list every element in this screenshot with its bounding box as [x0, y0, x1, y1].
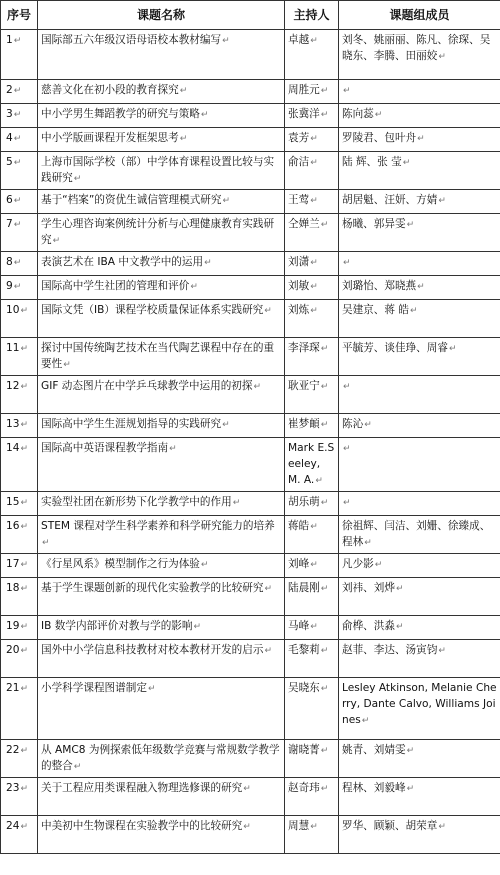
topic-title-text: IB 数学内部评价对教与学的影响 ↵: [41, 620, 201, 632]
member-names: [339, 30, 500, 80]
host-name: [285, 30, 339, 80]
table-row: [1, 152, 500, 190]
table-row: [1, 252, 500, 276]
host-name: [285, 128, 339, 152]
host-name-text: 耿亚宁 ↵: [288, 380, 328, 392]
member-names: [339, 516, 500, 554]
table-row: [1, 214, 500, 252]
table-row: [1, 376, 500, 414]
row-number: [1, 516, 38, 554]
topic-title-text: 基于学生课题创新的现代化实验教学的比较研究 ↵: [41, 582, 272, 594]
topic-title: [38, 616, 285, 640]
host-name: [285, 190, 339, 214]
row-number: [1, 152, 38, 190]
row-number-text: 5 ↵: [6, 156, 21, 168]
member-names: [339, 376, 500, 414]
host-name-text: 袁芳 ↵: [288, 132, 318, 144]
topic-title-text: 学生心理咨询案例统计分析与心理健康教育实践研究 ↵: [41, 218, 274, 246]
host-name: [285, 438, 339, 492]
topic-title: [38, 778, 285, 816]
topic-title-text: 表演艺术在 IBA 中文教学中的运用 ↵: [41, 256, 212, 268]
member-names-text: [342, 84, 351, 96]
table-row: [1, 80, 500, 104]
row-number-text: 17 ↵: [6, 558, 28, 570]
table-row: [1, 740, 500, 778]
host-name: [285, 338, 339, 376]
topic-title: [38, 492, 285, 516]
row-number: [1, 414, 38, 438]
member-names: [339, 414, 500, 438]
row-number: [1, 214, 38, 252]
member-names-text: 平毓芳、谈佳琤、周睿 ↵: [342, 342, 456, 354]
row-number: [1, 128, 38, 152]
table-row: [1, 778, 500, 816]
topic-title-text: 探讨中国传统陶艺技术在当代陶艺课程中存在的重要性 ↵: [41, 342, 274, 370]
topic-title: [38, 338, 285, 376]
member-names-text: 罗陵君、包叶舟 ↵: [342, 132, 425, 144]
host-name-text: 刘敏 ↵: [288, 280, 318, 292]
member-names: [339, 80, 500, 104]
table-row: [1, 338, 500, 376]
table-row: [1, 516, 500, 554]
table-row: [1, 276, 500, 300]
topic-title-text: 国际高中学生生涯规划指导的实践研究 ↵: [41, 418, 230, 430]
topic-title: [38, 414, 285, 438]
member-names-text: [342, 380, 351, 392]
host-name: [285, 778, 339, 816]
topic-title-text: 从 AMC8 为例探索低年级数学竞赛与常规数学教学的整合 ↵: [41, 744, 280, 772]
host-name: [285, 276, 339, 300]
host-name: [285, 640, 339, 678]
host-name: [285, 252, 339, 276]
topic-title-text: 中小学版画课程开发框架思考 ↵: [41, 132, 187, 144]
row-number-text: 19 ↵: [6, 620, 28, 632]
host-name: [285, 152, 339, 190]
row-number-text: 7 ↵: [6, 218, 21, 230]
row-number-text: 1 ↵: [6, 34, 21, 46]
topic-title: [38, 516, 285, 554]
row-number: [1, 276, 38, 300]
host-name: [285, 376, 339, 414]
host-name-text: Mark E.Seeley, M. A. ↵: [288, 442, 334, 486]
member-names: [339, 152, 500, 190]
topic-title: [38, 554, 285, 578]
host-name: [285, 80, 339, 104]
topic-title-text: 中小学男生舞蹈教学的研究与策略 ↵: [41, 108, 208, 120]
topic-title: [38, 252, 285, 276]
host-name: [285, 578, 339, 616]
member-names-text: 刘祎、刘烨 ↵: [342, 582, 404, 594]
host-name-text: 陆晨刚 ↵: [288, 582, 328, 594]
host-name-text: 马峰 ↵: [288, 620, 318, 632]
table-row: [1, 640, 500, 678]
host-name: [285, 678, 339, 740]
member-names-text: 杨曦、郭异雯 ↵: [342, 218, 414, 230]
row-number-text: 10 ↵: [6, 304, 28, 316]
host-name-text: 毛黎莉 ↵: [288, 644, 328, 656]
host-name: [285, 616, 339, 640]
topic-title: [38, 104, 285, 128]
host-name-text: 刘炼 ↵: [288, 304, 318, 316]
row-number-text: 9 ↵: [6, 280, 21, 292]
row-number: [1, 578, 38, 616]
host-name-text: 周慧 ↵: [288, 820, 318, 832]
row-number-text: 8 ↵: [6, 256, 21, 268]
host-name: [285, 816, 339, 854]
member-names-text: 俞桦、洪淼 ↵: [342, 620, 404, 632]
row-number: [1, 80, 38, 104]
header-host: 主持人: [285, 1, 339, 30]
topic-title: [38, 740, 285, 778]
row-number-text: 12 ↵: [6, 380, 28, 392]
member-names-text: 胡居魁、汪妍、方婧 ↵: [342, 194, 446, 206]
row-number: [1, 740, 38, 778]
member-names-text: [342, 256, 351, 268]
host-name-text: 胡乐萌 ↵: [288, 496, 328, 508]
topic-title-text: 国际高中英语课程教学指南 ↵: [41, 442, 177, 454]
host-name-text: 刘潇 ↵: [288, 256, 318, 268]
member-names: [339, 640, 500, 678]
host-name-text: 周胜元 ↵: [288, 84, 328, 96]
row-number-text: 4 ↵: [6, 132, 21, 144]
member-names: [339, 554, 500, 578]
table-row: [1, 438, 500, 492]
member-names-text: 吴建京、蒋 皓 ↵: [342, 304, 417, 316]
topic-title-text: 《行星风系》模型制作之行为体验 ↵: [41, 558, 208, 570]
host-name: [285, 554, 339, 578]
member-names: [339, 740, 500, 778]
table-row: [1, 578, 500, 616]
table-row: [1, 816, 500, 854]
topic-title-text: 中美初中生物课程在实验教学中的比较研究 ↵: [41, 820, 251, 832]
row-number-text: 2 ↵: [6, 84, 21, 96]
member-names-text: [342, 442, 351, 454]
member-names: [339, 214, 500, 252]
table-row: [1, 492, 500, 516]
row-number: [1, 338, 38, 376]
topic-title-text: 基于“档案”的资优生诚信管理模式研究 ↵: [41, 194, 230, 206]
row-number: [1, 816, 38, 854]
host-name-text: 吴晓东 ↵: [288, 682, 328, 694]
row-number: [1, 778, 38, 816]
host-name-text: 蒋皓 ↵: [288, 520, 318, 532]
topic-title-text: 慈善文化在初小段的教育探究 ↵: [41, 84, 187, 96]
topic-title: [38, 678, 285, 740]
row-number-text: 18 ↵: [6, 582, 28, 594]
topic-title: [38, 376, 285, 414]
row-number: [1, 554, 38, 578]
host-name: [285, 516, 339, 554]
row-number-text: 22 ↵: [6, 744, 28, 756]
topic-title: [38, 214, 285, 252]
row-number-text: 24 ↵: [6, 820, 28, 832]
row-number-text: 16 ↵: [6, 520, 28, 532]
topic-title: [38, 30, 285, 80]
member-names: [339, 778, 500, 816]
host-name: [285, 214, 339, 252]
host-name-text: 崔梦頔 ↵: [288, 418, 328, 430]
topic-title: [38, 190, 285, 214]
table-body: [1, 30, 500, 854]
table-row: [1, 104, 500, 128]
member-names: [339, 338, 500, 376]
topic-title: [38, 640, 285, 678]
member-names: [339, 678, 500, 740]
member-names-text: 徐祖辉、闫洁、刘姗、徐臻成、程林 ↵: [342, 520, 490, 548]
host-name: [285, 300, 339, 338]
member-names: [339, 190, 500, 214]
row-number: [1, 678, 38, 740]
topic-title-text: STEM 课程对学生科学素养和科学研究能力的培养 ↵: [41, 520, 275, 548]
host-name-text: 卓越 ↵: [288, 34, 318, 46]
topic-title-text: 国际部五六年级汉语母语校本教材编写 ↵: [41, 34, 230, 46]
member-names-text: 刘冬、姚丽丽、陈凡、徐琛、吴晓东、李腾、田丽姣 ↵: [342, 34, 490, 62]
member-names-text: 刘璐怡、郑晓燕 ↵: [342, 280, 425, 292]
topic-title: [38, 128, 285, 152]
member-names-text: 凡少影 ↵: [342, 558, 382, 570]
topic-title: [38, 152, 285, 190]
row-number: [1, 104, 38, 128]
row-number: [1, 438, 38, 492]
member-names: [339, 616, 500, 640]
table-row: [1, 300, 500, 338]
topic-title: [38, 276, 285, 300]
row-number-text: 14 ↵: [6, 442, 28, 454]
topic-title: [38, 300, 285, 338]
topic-title: [38, 80, 285, 104]
member-names: [339, 578, 500, 616]
member-names-text: 罗华、顾颖、胡荣章 ↵: [342, 820, 446, 832]
row-number: [1, 252, 38, 276]
row-number-text: 6 ↵: [6, 194, 21, 206]
host-name: [285, 492, 339, 516]
host-name: [285, 104, 339, 128]
topic-title: [38, 816, 285, 854]
host-name-text: 刘峰 ↵: [288, 558, 318, 570]
row-number: [1, 616, 38, 640]
topic-title: [38, 578, 285, 616]
table-row: [1, 30, 500, 80]
row-number: [1, 300, 38, 338]
member-names-text: 陆 辉、张 莹 ↵: [342, 156, 410, 168]
table-row: [1, 128, 500, 152]
member-names: [339, 492, 500, 516]
topic-title-text: 实验型社团在新形势下化学教学中的作用 ↵: [41, 496, 240, 508]
member-names: [339, 104, 500, 128]
row-number: [1, 640, 38, 678]
table-row: [1, 190, 500, 214]
host-name-text: 李泽琛 ↵: [288, 342, 328, 354]
header-topic-title: 课题名称: [38, 1, 285, 30]
member-names-text: 姚青、刘婧雯 ↵: [342, 744, 414, 756]
member-names-text: Lesley Atkinson, Melanie Cherry, Dante Calvo, Williams Joines ↵: [342, 682, 497, 726]
member-names: [339, 128, 500, 152]
table-header-row: [1, 1, 500, 30]
row-number-text: 11 ↵: [6, 342, 28, 354]
row-number: [1, 190, 38, 214]
member-names: [339, 300, 500, 338]
topic-title: [38, 438, 285, 492]
topic-title-text: GIF 动态图片在中学乒乓球教学中运用的初探 ↵: [41, 380, 261, 392]
row-number-text: 20 ↵: [6, 644, 28, 656]
row-number-text: 13 ↵: [6, 418, 28, 430]
member-names-text: 赵菲、李达、汤寅钧 ↵: [342, 644, 446, 656]
host-name-text: 俞洁 ↵: [288, 156, 318, 168]
table-row: [1, 678, 500, 740]
host-name: [285, 414, 339, 438]
row-number-text: 23 ↵: [6, 782, 28, 794]
member-names: [339, 438, 500, 492]
topic-title-text: 小学科学课程图谱制定 ↵: [41, 682, 155, 694]
member-names-text: 程林、刘毅峰 ↵: [342, 782, 414, 794]
host-name-text: 王莺 ↵: [288, 194, 318, 206]
table-row: [1, 414, 500, 438]
topic-title-text: 国际高中学生社团的管理和评价 ↵: [41, 280, 198, 292]
table-row: [1, 616, 500, 640]
row-number-text: 3 ↵: [6, 108, 21, 120]
member-names: [339, 816, 500, 854]
member-names-text: 陈向蕊 ↵: [342, 108, 382, 120]
row-number-text: 15 ↵: [6, 496, 28, 508]
header-members: 课题组成员: [339, 1, 500, 30]
row-number: [1, 376, 38, 414]
topic-title-text: 关于工程应用类课程融入物理选修课的研究 ↵: [41, 782, 251, 794]
member-names: [339, 252, 500, 276]
topic-title-text: 上海市国际学校（部）中学体育课程设置比较与实践研究 ↵: [41, 156, 274, 184]
member-names: [339, 276, 500, 300]
host-name-text: 谢晓菁 ↵: [288, 744, 328, 756]
host-name-text: 张冀洋 ↵: [288, 108, 328, 120]
topic-title-text: 国外中小学信息科技教材对校本教材开发的启示 ↵: [41, 644, 272, 656]
row-number-text: 21 ↵: [6, 682, 28, 694]
host-name-text: 仝婵兰 ↵: [288, 218, 328, 230]
header-number: 序号: [1, 1, 38, 30]
row-number: [1, 492, 38, 516]
row-number: [1, 30, 38, 80]
table-row: [1, 554, 500, 578]
member-names-text: 陈沁 ↵: [342, 418, 372, 430]
host-name-text: 赵奇玮 ↵: [288, 782, 328, 794]
member-names-text: [342, 496, 351, 508]
topic-title-text: 国际文凭（IB）课程学校质量保证体系实践研究 ↵: [41, 304, 272, 316]
host-name: [285, 740, 339, 778]
